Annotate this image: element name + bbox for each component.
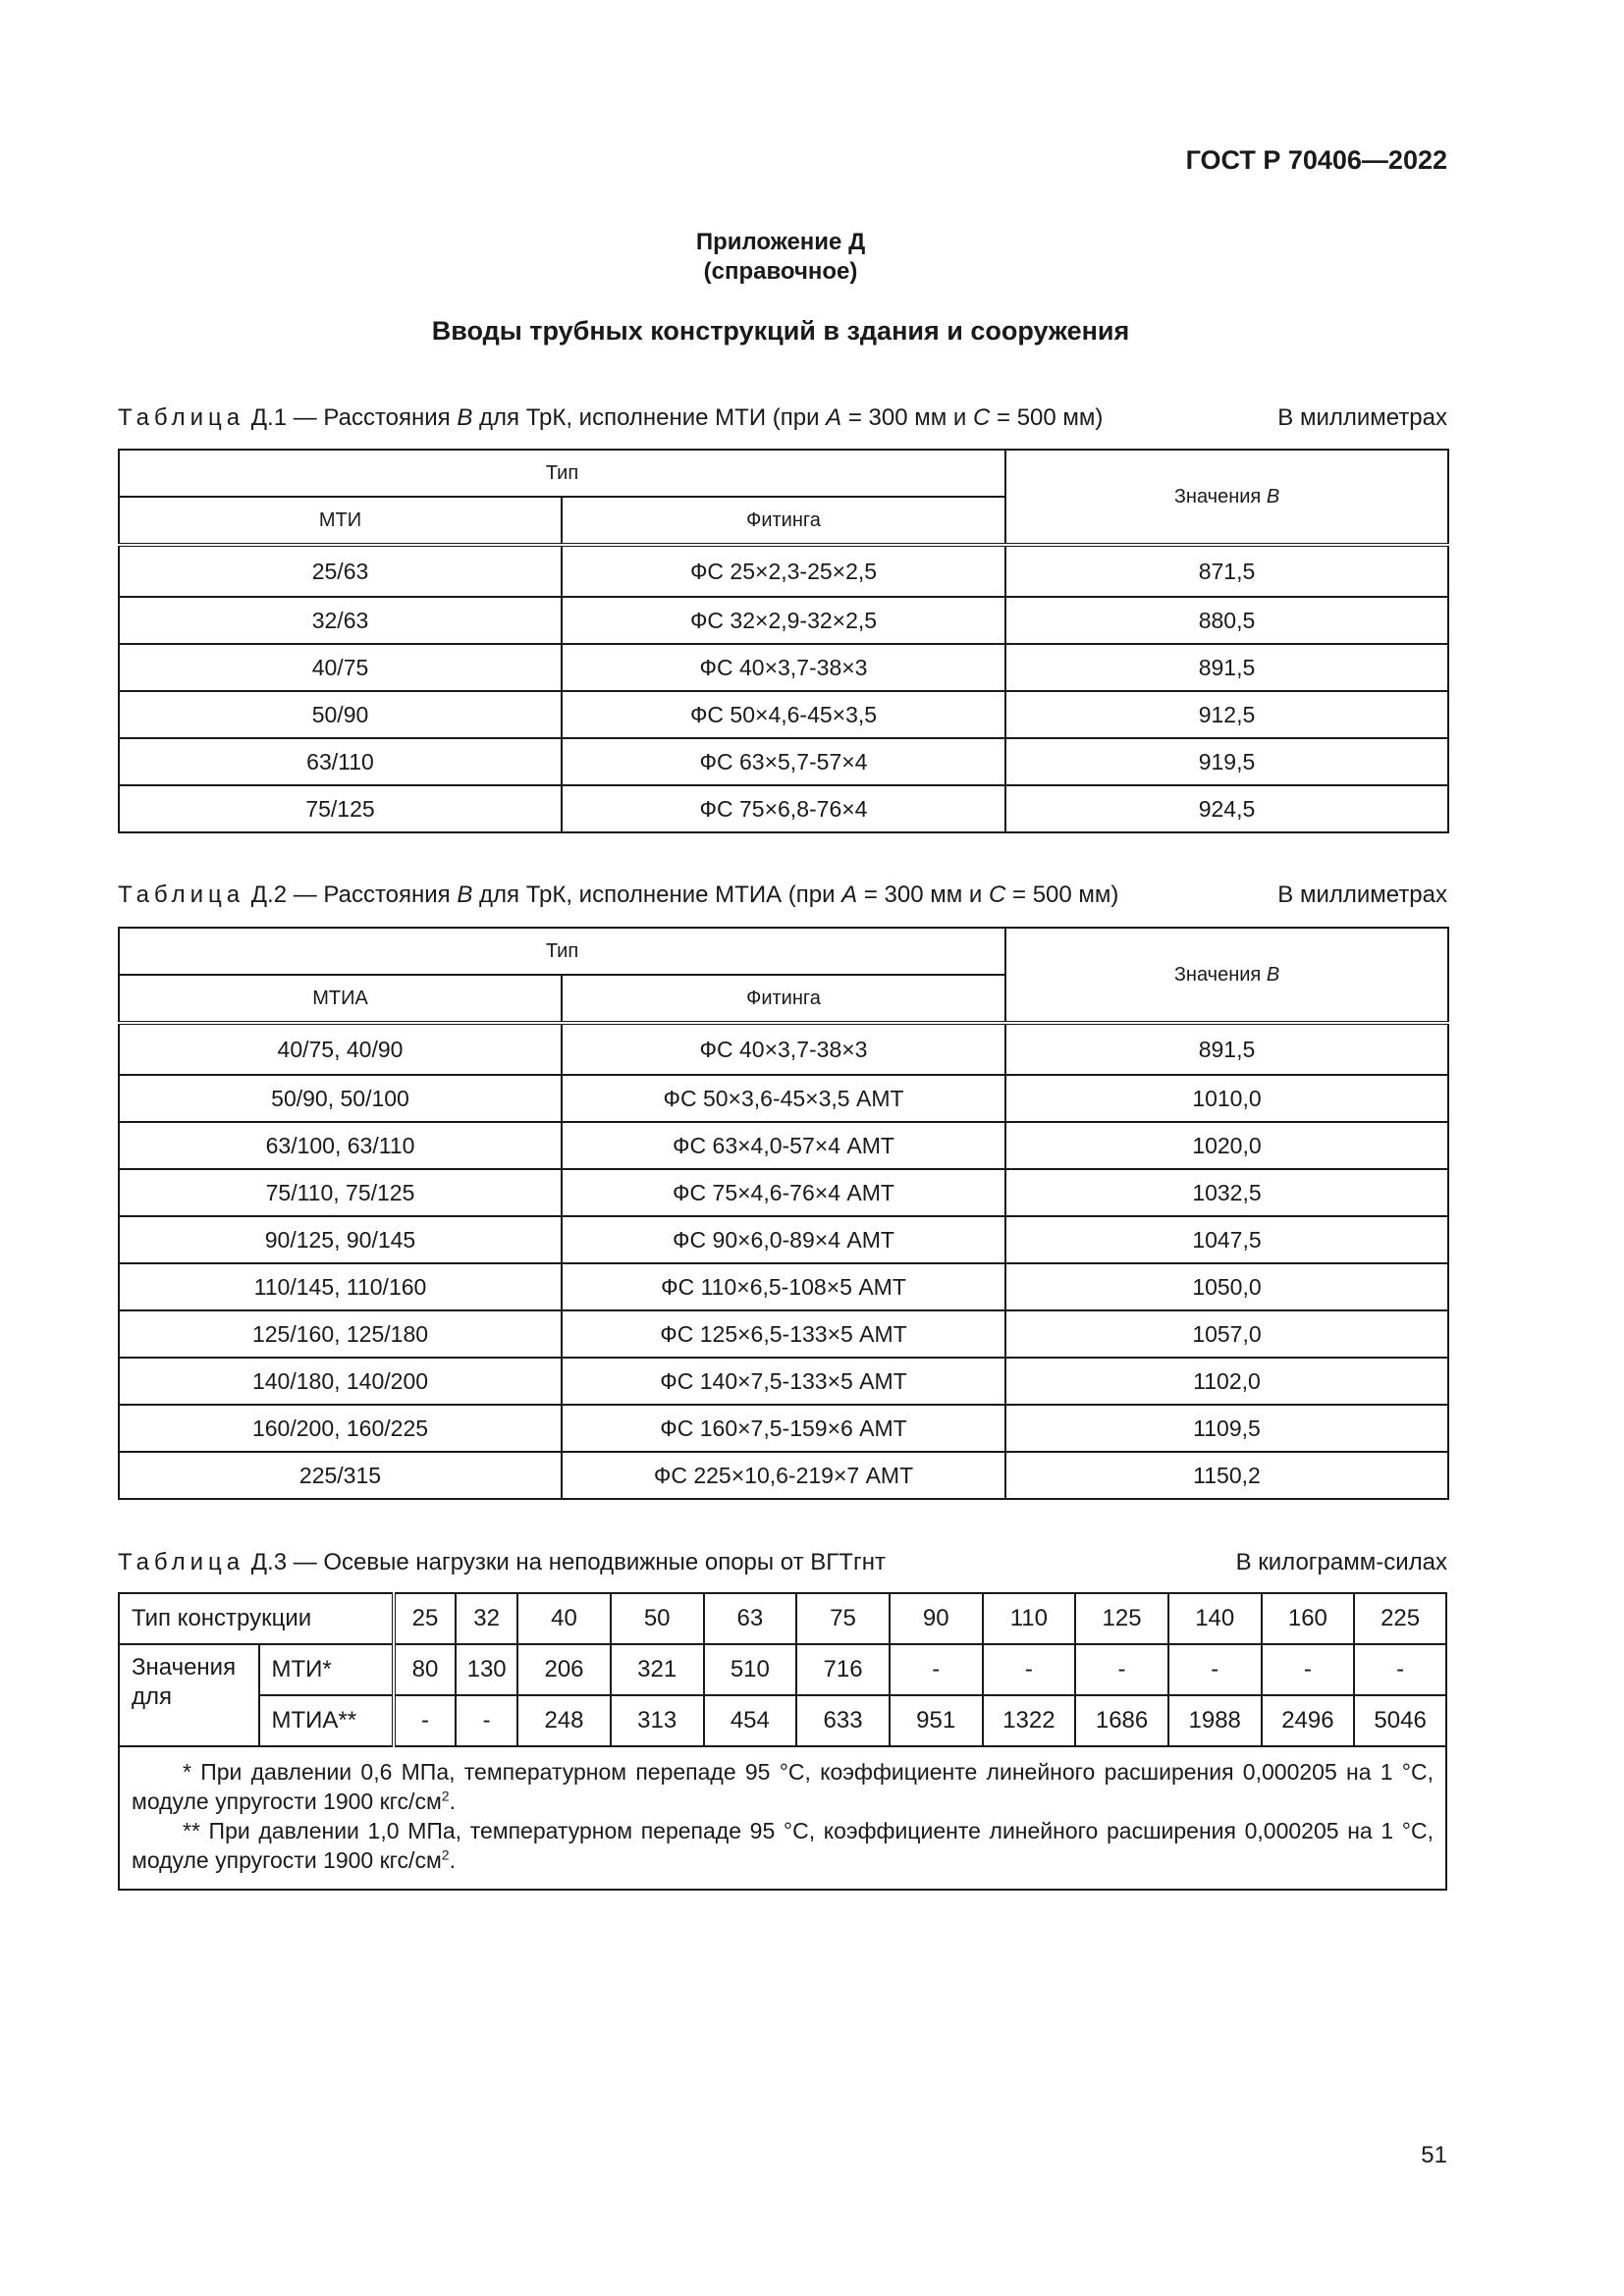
- table1-cell-type: 40/75: [119, 644, 562, 691]
- table-row: [119, 1263, 1448, 1310]
- table1-cell-type: 25/63: [119, 545, 562, 597]
- table3-cell-mtia: 313: [611, 1695, 704, 1746]
- table-row: [119, 1452, 1448, 1499]
- table3-cell-mti: 80: [394, 1644, 456, 1695]
- appendix-heading: [0, 228, 1561, 287]
- table3-note2-end: .: [449, 1847, 456, 1873]
- table3-values-label: Значения для: [119, 1644, 259, 1746]
- table3-note1: [132, 1757, 1434, 1816]
- table3-cell-types: 40: [517, 1593, 611, 1644]
- table2-cell-value: 1047,5: [1005, 1216, 1448, 1263]
- table-row: [119, 738, 1448, 785]
- table1-cell-type: 50/90: [119, 691, 562, 738]
- table3-cell-mtia: 454: [704, 1695, 797, 1746]
- table2-col-mtia: МТИА: [119, 975, 562, 1023]
- table1-caption-b: В: [457, 404, 473, 431]
- table3-cell-mti: 716: [796, 1644, 890, 1695]
- table-row: [119, 644, 1448, 691]
- table3-cell-mti: -: [1075, 1644, 1168, 1695]
- table3-cell-mtia: 248: [517, 1695, 611, 1746]
- table2: [118, 927, 1449, 1500]
- table3-caption: [118, 1549, 1447, 1576]
- table2-cell-fitting: ФС 125×6,5-133×5 АМТ: [562, 1310, 1005, 1358]
- table2-caption-c: С: [989, 881, 1006, 908]
- table2-cell-type: 225/315: [119, 1452, 562, 1499]
- table3-cell-types: 125: [1075, 1593, 1168, 1644]
- table3-note2-sup: 2: [441, 1846, 450, 1863]
- table3-cell-types: 110: [983, 1593, 1076, 1644]
- table2-cell-type: 160/200, 160/225: [119, 1405, 562, 1452]
- table3-cell-types: 63: [704, 1593, 797, 1644]
- table3-cell-mtia: 951: [890, 1695, 983, 1746]
- table2-cell-value: 1010,0: [1005, 1075, 1448, 1122]
- table3-mti-label: МТИ*: [259, 1644, 394, 1695]
- table3-note1-sup: 2: [441, 1788, 450, 1804]
- table3: [118, 1592, 1447, 1891]
- table2-cell-type: 63/100, 63/110: [119, 1122, 562, 1169]
- table2-cell-type: 50/90, 50/100: [119, 1075, 562, 1122]
- table2-col-fitting: Фитинга: [562, 975, 1005, 1023]
- table2-caption-a: А: [841, 881, 858, 908]
- table1-caption-a: А: [826, 404, 842, 431]
- table3-cell-types: 90: [890, 1593, 983, 1644]
- table3-notes: [119, 1746, 1446, 1890]
- table3-cell-mtia: 5046: [1354, 1695, 1446, 1746]
- table-row: [119, 1023, 1448, 1075]
- table2-caption-mid1: для ТрК, исполнение МТИА (при: [472, 881, 842, 908]
- table2-cell-fitting: ФС 63×4,0-57×4 АМТ: [562, 1122, 1005, 1169]
- table3-cell-mtia: 1322: [983, 1695, 1076, 1746]
- table-row: [119, 1358, 1448, 1405]
- table2-caption-mid2: = 300 мм и: [857, 881, 989, 908]
- table1-caption-mid2: = 300 мм и: [841, 404, 973, 431]
- table1-cell-fitting: ФС 32×2,9-32×2,5: [562, 597, 1005, 644]
- table3-cell-mtia: 1988: [1168, 1695, 1262, 1746]
- table1-cell-fitting: ФС 63×5,7-57×4: [562, 738, 1005, 785]
- table-row: [119, 1075, 1448, 1122]
- table3-note1-end: .: [449, 1789, 456, 1814]
- table2-cell-type: 140/180, 140/200: [119, 1358, 562, 1405]
- table2-cell-value: 1020,0: [1005, 1122, 1448, 1169]
- table2-header-value: [1005, 928, 1448, 1023]
- table2-cell-fitting: ФС 110×6,5-108×5 АМТ: [562, 1263, 1005, 1310]
- table1-caption: [118, 404, 1447, 432]
- table3-cell-types: 25: [394, 1593, 456, 1644]
- table1-cell-value: 912,5: [1005, 691, 1448, 738]
- page-number: 51: [1421, 2142, 1447, 2168]
- table1-header-type: Тип: [119, 450, 1005, 497]
- table3-cell-mtia: 2496: [1262, 1695, 1355, 1746]
- table2-cell-type: 75/110, 75/125: [119, 1169, 562, 1216]
- table3-cell-types: 225: [1354, 1593, 1446, 1644]
- table1-cell-type: 75/125: [119, 785, 562, 832]
- table1-caption-mid1: для ТрК, исполнение МТИ (при: [472, 404, 827, 431]
- table-row: [119, 1310, 1448, 1358]
- table1-col-fitting: Фитинга: [562, 497, 1005, 545]
- table2-cell-value: 1057,0: [1005, 1310, 1448, 1358]
- table2-header-value-var: В: [1266, 963, 1280, 986]
- table2-cell-type: 125/160, 125/180: [119, 1310, 562, 1358]
- table2-cell-fitting: ФС 90×6,0-89×4 АМТ: [562, 1216, 1005, 1263]
- table2-cell-fitting: ФС 225×10,6-219×7 АМТ: [562, 1452, 1005, 1499]
- table2-header-row: [119, 928, 1448, 975]
- table1-cell-fitting: ФС 25×2,3-25×2,5: [562, 545, 1005, 597]
- table3-caption-text: Д.3 — Осевые нагрузки на неподвижные опоры от ВГТгнт: [250, 1549, 886, 1575]
- table2-units: В миллиметрах: [1277, 881, 1447, 908]
- table1-col-mti: МТИ: [119, 497, 562, 545]
- table3-note2-text: ** При давлении 1,0 МПа, температурном перепаде 95 °С, коэффициенте линейного расширения 0,000205 на 1 °С, модуле упругости 1900 кгс/см: [132, 1818, 1434, 1873]
- table1-caption-post: = 500 мм): [990, 404, 1104, 431]
- table1-cell-fitting: ФС 40×3,7-38×3: [562, 644, 1005, 691]
- table1-cell-fitting: ФС 75×6,8-76×4: [562, 785, 1005, 832]
- table2-cell-value: 1050,0: [1005, 1263, 1448, 1310]
- table1-caption-pre: Д.1 — Расстояния: [250, 404, 458, 431]
- table3-cell-mtia: 1686: [1075, 1695, 1168, 1746]
- table3-cell-mtia: 633: [796, 1695, 890, 1746]
- table1-cell-value: 871,5: [1005, 545, 1448, 597]
- table3-cell-mti: 321: [611, 1644, 704, 1695]
- table-row: [119, 785, 1448, 832]
- table1-header-value-text: Значения: [1173, 485, 1267, 507]
- table1-caption-c: С: [973, 404, 991, 431]
- table2-cell-fitting: ФС 40×3,7-38×3: [562, 1023, 1005, 1075]
- table2-header-type: Тип: [119, 928, 1005, 975]
- table2-caption-pre: Д.2 — Расстояния: [250, 881, 458, 908]
- table3-type-label: Тип конструкции: [119, 1593, 394, 1644]
- table2-caption: [118, 881, 1447, 909]
- table2-cell-value: 1109,5: [1005, 1405, 1448, 1452]
- table2-cell-type: 90/125, 90/145: [119, 1216, 562, 1263]
- table1-cell-value: 924,5: [1005, 785, 1448, 832]
- table1-cell-type: 32/63: [119, 597, 562, 644]
- table3-note2: [132, 1816, 1434, 1875]
- table3-cell-mti: -: [1262, 1644, 1355, 1695]
- table-row: [119, 1169, 1448, 1216]
- table-row: [119, 691, 1448, 738]
- table2-cell-fitting: ФС 160×7,5-159×6 АМТ: [562, 1405, 1005, 1452]
- table1-cell-value: 880,5: [1005, 597, 1448, 644]
- table1-cell-value: 919,5: [1005, 738, 1448, 785]
- table1-label: Таблица: [118, 404, 245, 431]
- table-row: [119, 1216, 1448, 1263]
- table3-cell-mti: -: [1354, 1644, 1446, 1695]
- table2-header-value-text: Значения: [1173, 963, 1267, 986]
- table1-cell-type: 63/110: [119, 738, 562, 785]
- table3-cell-types: 75: [796, 1593, 890, 1644]
- table2-caption-b: В: [457, 881, 473, 908]
- table3-cell-types: 160: [1262, 1593, 1355, 1644]
- table3-label: Таблица: [118, 1549, 245, 1575]
- table2-cell-value: 1032,5: [1005, 1169, 1448, 1216]
- table3-note1-text: * При давлении 0,6 МПа, температурном перепаде 95 °С, коэффициенте линейного расширения 0,000205 на 1 °С, модуле упругости 1900 кгс/см: [132, 1759, 1434, 1814]
- table3-cell-mtia: -: [394, 1695, 456, 1746]
- table-row: [119, 597, 1448, 644]
- table-row: [119, 1405, 1448, 1452]
- table3-cell-mti: 206: [517, 1644, 611, 1695]
- table1-header-row: [119, 450, 1448, 497]
- table2-cell-type: 40/75, 40/90: [119, 1023, 562, 1075]
- table1-cell-value: 891,5: [1005, 644, 1448, 691]
- table3-mtia-row: [119, 1695, 1446, 1746]
- table3-cell-mti: 510: [704, 1644, 797, 1695]
- table3-type-row: [119, 1593, 1446, 1644]
- table1-units: В миллиметрах: [1277, 404, 1447, 431]
- appendix-title: Приложение Д: [695, 229, 866, 255]
- table1-header-value: [1005, 450, 1448, 545]
- table3-mti-row: [119, 1644, 1446, 1695]
- table1-header-value-var: В: [1266, 485, 1280, 507]
- table3-cell-types: 50: [611, 1593, 704, 1644]
- table3-cell-mti: 130: [456, 1644, 517, 1695]
- gost-code: ГОСТ Р 70406—2022: [1185, 145, 1447, 175]
- table3-cell-mti: -: [983, 1644, 1076, 1695]
- table3-cell-types: 32: [456, 1593, 517, 1644]
- table3-cell-mti: -: [890, 1644, 983, 1695]
- table2-cell-fitting: ФС 140×7,5-133×5 АМТ: [562, 1358, 1005, 1405]
- table2-cell-fitting: ФС 50×3,6-45×3,5 АМТ: [562, 1075, 1005, 1122]
- table3-mtia-label: МТИА**: [259, 1695, 394, 1746]
- table2-cell-type: 110/145, 110/160: [119, 1263, 562, 1310]
- table3-units: В килограмм-силах: [1235, 1549, 1447, 1575]
- table3-cell-mti: -: [1168, 1644, 1262, 1695]
- section-title: Вводы трубных конструкций в здания и сооружения: [431, 316, 1130, 346]
- table3-notes-row: [119, 1746, 1446, 1890]
- table-row: [119, 1122, 1448, 1169]
- table3-cell-types: 140: [1168, 1593, 1262, 1644]
- table2-cell-fitting: ФС 75×4,6-76×4 АМТ: [562, 1169, 1005, 1216]
- table2-cell-value: 1102,0: [1005, 1358, 1448, 1405]
- table2-cell-value: 1150,2: [1005, 1452, 1448, 1499]
- table2-caption-post: = 500 мм): [1005, 881, 1119, 908]
- table2-label: Таблица: [118, 881, 245, 908]
- appendix-subtitle: (справочное): [703, 258, 858, 285]
- table2-cell-value: 891,5: [1005, 1023, 1448, 1075]
- table1: [118, 449, 1449, 833]
- table1-cell-fitting: ФС 50×4,6-45×3,5: [562, 691, 1005, 738]
- table3-cell-mtia: -: [456, 1695, 517, 1746]
- table-row: [119, 545, 1448, 597]
